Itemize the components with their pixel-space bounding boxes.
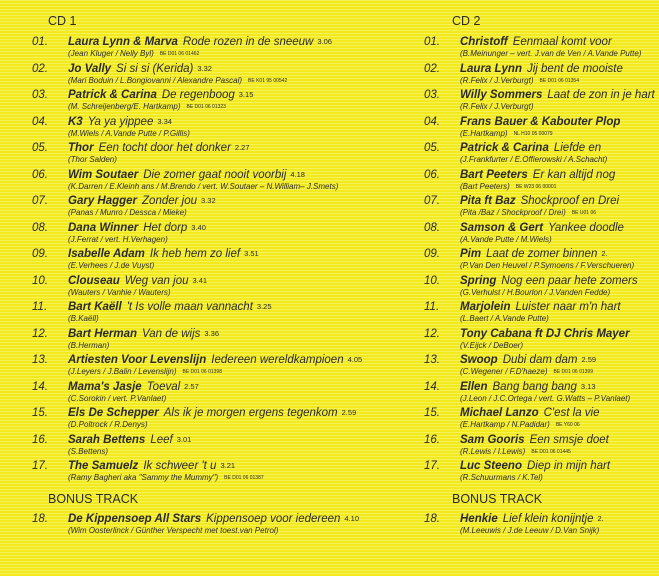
track-number: 05.	[424, 142, 440, 154]
track-number: 04.	[32, 115, 48, 128]
track-duration: 2.59	[581, 355, 597, 364]
track-title: Leef	[150, 433, 173, 446]
track-isrc-code: BE D01 06 01387	[224, 475, 264, 481]
track-entry	[32, 274, 207, 298]
track-credits: (D.Poltrock / R.Denys)	[68, 420, 148, 429]
track-title: Ya ya yippee	[87, 115, 154, 128]
track-entry	[32, 168, 344, 192]
track-duration: 4.05	[347, 355, 363, 364]
track-title: Bang bang bang	[492, 380, 577, 393]
track-credits-line	[32, 394, 199, 404]
track-credits: (G.Verhulst / H.Bourlon / J.Vanden Fedde)	[460, 287, 611, 297]
track-main-line	[32, 353, 362, 367]
track-credits-line	[32, 261, 259, 271]
track-credits-line	[32, 526, 359, 536]
track-artist: Pita ft Baz	[460, 195, 516, 207]
track-main-line	[32, 35, 332, 49]
track-artist: Patrick & Carina	[460, 142, 549, 154]
track-title: Als ik je morgen ergens tegenkom	[163, 407, 338, 419]
track-credits-line	[32, 314, 272, 324]
track-main-line	[424, 300, 625, 314]
track-credits-line	[424, 49, 647, 59]
track-duration: 2.27	[234, 143, 250, 152]
track-entry	[424, 300, 625, 324]
track-credits-line	[424, 394, 636, 404]
track-credits-line	[424, 76, 627, 86]
track-credits-line	[424, 235, 628, 245]
track-artist: Artiesten Voor Levenslijn	[68, 354, 207, 366]
track-artist: Tony Cabana ft DJ Chris Mayer	[460, 327, 630, 340]
track-credits-line	[424, 473, 614, 483]
track-entry	[424, 221, 628, 245]
track-entry	[32, 115, 196, 139]
track-main-line	[32, 168, 344, 182]
track-entry	[32, 353, 362, 377]
track-entry	[32, 62, 287, 86]
track-entry	[32, 141, 250, 165]
track-credits-line	[424, 526, 605, 536]
track-duration: 2.59	[341, 408, 357, 417]
track-title: Shockproof en Drei	[520, 195, 620, 207]
track-title: Diep in mijn hart	[526, 460, 611, 472]
track-duration: 3.15	[238, 90, 254, 99]
track-entry	[32, 406, 356, 430]
track-credits-line	[424, 261, 640, 271]
track-main-line	[424, 141, 613, 155]
track-number: 11.	[424, 301, 440, 313]
track-credits: (J.Ferrat / vert. H.Verhagen)	[68, 234, 168, 244]
track-duration: 3.13	[580, 381, 596, 391]
track-title: Ik heb hem zo lief	[149, 248, 241, 260]
track-artist: Luc Steeno	[460, 460, 522, 472]
track-credits: (V.Eijck / DeBoer)	[460, 340, 523, 350]
track-number: 13.	[32, 354, 48, 366]
track-entry	[424, 141, 613, 165]
track-entry	[424, 433, 613, 457]
track-number: 18.	[424, 513, 440, 525]
track-main-line	[32, 327, 219, 341]
track-duration: 3.36	[204, 328, 220, 338]
track-credits-line	[32, 341, 219, 351]
track-number: 10.	[424, 274, 440, 287]
track-entry	[32, 380, 199, 404]
track-number: 06.	[424, 168, 440, 181]
track-number: 01.	[32, 36, 48, 48]
track-artist: Michael Lanzo	[460, 407, 539, 419]
track-credits-line	[32, 76, 287, 86]
cd2-column	[418, 0, 655, 576]
track-number: 13.	[424, 354, 440, 366]
track-entry	[424, 88, 659, 112]
track-entry	[424, 35, 647, 59]
track-main-line	[424, 221, 628, 235]
track-credits-line	[424, 155, 613, 165]
track-number: 08.	[32, 221, 48, 234]
track-number: 02.	[32, 62, 48, 75]
track-duration: 3.40	[191, 222, 206, 232]
track-duration: 2.57	[184, 381, 199, 391]
track-main-line	[424, 274, 642, 288]
track-artist: Bart Kaëll	[68, 301, 122, 313]
track-artist: Bart Peeters	[460, 168, 528, 181]
track-credits-line	[424, 129, 629, 139]
track-title: Laat de zomer binnen	[486, 248, 598, 260]
track-artist: Jo Vally	[68, 62, 112, 75]
track-duration: 3.51	[244, 249, 259, 258]
track-title: Zonder jou	[142, 195, 198, 207]
track-artist: Spring	[460, 274, 497, 287]
track-credits: (R.Felix / J.Verburgt)	[460, 75, 534, 85]
track-credits: (Bart Peeters)	[460, 181, 510, 191]
track-credits: (B.Meinunger – vert. J.van de Ven / A.Vande Putte)	[460, 49, 642, 58]
track-number: 03.	[32, 89, 48, 101]
track-main-line	[424, 406, 604, 420]
track-entry	[32, 194, 216, 218]
track-title: Een tocht door het donker	[98, 142, 231, 154]
track-number: 07.	[32, 195, 48, 207]
track-title: Si si si (Kerida)	[116, 62, 194, 75]
track-credits: (Wim Oosterlinck / Günther Verspecht met toest.van Petrol)	[68, 526, 279, 535]
track-credits-line	[424, 367, 596, 377]
track-entry	[424, 459, 614, 483]
track-entry	[424, 247, 640, 271]
track-credits: (R.Lewis / I.Lewis)	[460, 446, 526, 456]
track-number: 15.	[424, 407, 440, 419]
track-title: Weg van jou	[124, 274, 189, 287]
track-entry	[32, 327, 219, 351]
track-main-line	[32, 406, 356, 420]
track-credits: (E.Verhees / J.de Vuyst)	[68, 261, 155, 270]
track-credits-line	[32, 49, 332, 59]
track-title: Jij bent de mooiste	[526, 62, 623, 75]
track-credits-line	[32, 288, 207, 298]
track-title: Toeval	[146, 380, 181, 393]
track-title: Het dorp	[143, 221, 188, 234]
track-isrc-code: BE W23 06 00001	[515, 183, 557, 190]
track-credits-line	[424, 208, 623, 218]
track-credits-line	[32, 208, 216, 218]
track-credits-line	[32, 182, 344, 192]
track-credits-line	[424, 447, 613, 457]
track-duration: 3.21	[220, 461, 236, 470]
track-credits: (J.Leon / J.C.Ortega / vert. G.Watts – P.Vanlaet)	[460, 393, 631, 403]
track-number: 17.	[32, 460, 48, 472]
track-isrc-code: BE D01 06 01462	[159, 51, 200, 57]
track-credits-line	[32, 235, 206, 245]
track-credits: (Wauters / Vanhie / Wauters)	[68, 287, 171, 297]
track-artist: Frans Bauer & Kabouter Plop	[460, 115, 621, 128]
track-number: 16.	[32, 433, 48, 446]
track-artist: Laura Lynn & Marva	[68, 36, 178, 48]
track-main-line	[32, 459, 264, 473]
track-number: 11.	[32, 301, 48, 313]
track-title: Dubi dam dam	[502, 354, 578, 366]
track-title: Yankee doodle	[548, 221, 624, 234]
track-duration: 3.32	[201, 196, 216, 205]
track-main-line	[32, 221, 206, 235]
track-credits: (Thor Salden)	[68, 155, 117, 164]
track-duration: 3.41	[192, 275, 208, 285]
track-duration: 3.25	[256, 302, 272, 311]
track-artist: Sam Gooris	[460, 433, 525, 446]
track-title: Die zomer gaat nooit voorbij	[143, 168, 287, 181]
track-isrc-code: BE D01 06 01445	[531, 448, 571, 455]
track-credits: (J.Frankfurter / E.Offierowski / A.Schacht)	[460, 155, 608, 164]
track-number: 17.	[424, 460, 440, 472]
track-credits: (M. Schreijenberg/E. Hartkamp)	[68, 102, 181, 111]
track-main-line	[32, 115, 196, 129]
track-artist: De Kippensoep All Stars	[68, 513, 202, 525]
track-main-line	[32, 62, 287, 76]
track-isrc-code: BE D01 06 01323	[186, 104, 226, 110]
track-main-line	[424, 115, 629, 129]
track-main-line	[424, 459, 614, 473]
track-credits: (E.Hartkamp)	[460, 128, 508, 138]
track-artist: Swoop	[460, 354, 498, 366]
track-main-line	[32, 247, 259, 261]
track-main-line	[32, 300, 272, 314]
track-entry	[424, 115, 629, 139]
track-number: 14.	[32, 380, 48, 393]
track-number: 09.	[424, 248, 440, 260]
track-title: De regenboog	[161, 89, 235, 101]
track-number: 18.	[32, 513, 48, 525]
track-credits: (A.Vande Putte / M.Wiels)	[460, 234, 552, 244]
track-isrc-code: BE Y60 06	[555, 422, 580, 428]
track-entry	[32, 221, 206, 245]
track-isrc-code: BE U01 06	[571, 210, 597, 216]
track-artist: Wim Soutaer	[68, 168, 139, 181]
track-artist: Henkie	[460, 513, 498, 525]
track-duration: 3.34	[157, 116, 172, 126]
track-duration: 4.10	[344, 514, 360, 523]
track-credits-line	[32, 447, 191, 457]
track-main-line	[32, 194, 216, 208]
track-credits: (Ramy Bagheri aka "Sammy the Mummy")	[68, 473, 219, 482]
cd1-heading: CD 1	[48, 14, 77, 28]
track-number: 12.	[424, 327, 440, 340]
track-main-line	[32, 512, 359, 526]
track-credits: (L.Baert / A.Vande Putte)	[460, 314, 549, 323]
track-artist: Patrick & Carina	[68, 89, 157, 101]
track-main-line	[424, 380, 636, 394]
track-number: 15.	[32, 407, 48, 419]
track-artist: Isabelle Adam	[68, 248, 145, 260]
track-artist: The Samuelz	[68, 460, 139, 472]
track-artist: Marjolein	[460, 301, 511, 313]
track-number: 12.	[32, 327, 48, 340]
track-title: Nog een paar hete zomers	[501, 274, 638, 287]
track-entry	[424, 512, 605, 536]
track-number: 09.	[32, 248, 48, 260]
track-credits-line	[32, 155, 250, 165]
track-artist: Laura Lynn	[460, 62, 522, 75]
track-artist: Els De Schepper	[68, 407, 159, 419]
track-credits: (S.Bettens)	[68, 446, 109, 456]
track-entry	[424, 62, 627, 86]
track-isrc-code: BE D01 06 01398	[182, 369, 222, 375]
track-title: 't Is volle maan vannacht	[126, 301, 253, 313]
track-artist: Pim	[460, 248, 482, 260]
track-title: Een smsje doet	[529, 433, 609, 446]
track-main-line	[424, 353, 596, 367]
track-credits-line	[424, 102, 659, 112]
track-credits-line	[32, 420, 356, 430]
track-main-line	[32, 433, 191, 447]
track-number: 02.	[424, 62, 440, 75]
track-credits: (Panas / Munro / Dessca / Mieke)	[68, 208, 187, 217]
track-artist: Willy Sommers	[460, 89, 543, 101]
track-title: C'est la vie	[543, 407, 600, 419]
track-entry	[32, 512, 359, 536]
track-entry	[32, 433, 191, 457]
track-entry	[424, 380, 636, 404]
track-main-line	[424, 512, 605, 526]
track-isrc-code: BE K01 95 00542	[248, 77, 288, 84]
track-entry	[32, 300, 272, 324]
track-credits: (R.Felix / J.Verburgt)	[460, 102, 534, 111]
track-main-line	[32, 88, 253, 102]
track-credits: (M.Wiels / A.Vande Putte / P.Gillis)	[68, 128, 190, 138]
track-number: 08.	[424, 221, 440, 234]
track-artist: Bart Herman	[68, 327, 138, 340]
track-duration: 4.18	[290, 169, 305, 179]
track-title: Ik schweer 't u	[143, 460, 217, 472]
track-title: Luister naar m'n hart	[515, 301, 621, 313]
track-credits-line	[424, 314, 625, 324]
track-main-line	[424, 327, 639, 341]
track-credits-line	[424, 420, 604, 430]
track-credits: (M.Leeuwis / J.de Leeuw / D.Van Snijk)	[460, 526, 600, 535]
track-credits: (C.Sorokin / vert. P.Vanlaet)	[68, 393, 167, 403]
track-artist: Sarah Bettens	[68, 433, 146, 446]
track-entry	[424, 168, 619, 192]
track-artist: Clouseau	[68, 274, 120, 287]
track-main-line	[424, 62, 627, 76]
track-artist: Samson & Gert	[460, 221, 544, 234]
track-entry	[32, 247, 259, 271]
track-duration: 3.06	[317, 37, 332, 46]
track-number: 03.	[424, 89, 440, 101]
track-isrc-code: BE D01 06 01354	[539, 77, 579, 84]
cd1-bonus-heading: BONUS TRACK	[48, 492, 139, 506]
track-main-line	[32, 274, 207, 288]
track-main-line	[424, 433, 613, 447]
track-duration: 2.	[597, 514, 604, 523]
track-credits-line	[32, 102, 253, 112]
track-credits-line	[424, 182, 619, 192]
track-artist: Christoff	[460, 36, 508, 48]
track-main-line	[424, 35, 647, 49]
track-number: 10.	[32, 274, 48, 287]
cd2-bonus-heading: BONUS TRACK	[452, 492, 543, 506]
track-entry	[424, 274, 642, 298]
track-duration: 3.32	[197, 63, 212, 73]
track-main-line	[424, 88, 659, 102]
track-title: Kippensoep voor iedereen	[206, 513, 341, 525]
track-credits: (P.Van Den Heuvel / P.Symoens / F.Verschueren)	[460, 261, 635, 270]
track-entry	[32, 88, 253, 112]
track-credits: (Pita /Baz / Shockproof / Drei)	[460, 208, 566, 217]
track-title: Liefde en	[553, 142, 602, 154]
track-number: 07.	[424, 195, 440, 207]
track-main-line	[32, 141, 250, 155]
track-title: Lief klein konijntje	[502, 513, 594, 525]
track-credits-line	[32, 473, 264, 483]
track-credits: (E.Hartkamp / N.Padidar)	[460, 420, 550, 429]
track-number: 06.	[32, 168, 48, 181]
track-artist: Mama's Jasje	[68, 380, 142, 393]
track-number: 05.	[32, 142, 48, 154]
track-artist: Dana Winner	[68, 221, 139, 234]
track-duration: 2.	[601, 249, 608, 258]
track-entry	[424, 353, 596, 377]
track-credits: (Mari Boduin / L.Bongiovanni / Alexandre Pascal)	[68, 75, 243, 85]
track-title: Rode rozen in de sneeuw	[182, 36, 314, 48]
track-title: Er kan altijd nog	[532, 168, 616, 181]
track-credits-line	[424, 341, 639, 351]
track-credits: (C.Wegener / F.D'haeze)	[460, 367, 548, 376]
track-number: 04.	[424, 115, 440, 128]
track-credits: (B.Kaëll)	[68, 314, 99, 323]
track-artist: K3	[68, 115, 83, 128]
track-credits: (B.Herman)	[68, 340, 110, 350]
track-credits: (J.Leyers / J.Balin / Levenslijn)	[68, 367, 177, 376]
track-main-line	[32, 380, 199, 394]
track-credits-line	[424, 288, 642, 298]
track-credits: (Jean Kluger / Nelly Byl)	[68, 49, 154, 58]
track-main-line	[424, 194, 623, 208]
track-isrc-code: NL H10 05 00079	[513, 130, 553, 137]
track-artist: Ellen	[460, 380, 488, 393]
track-entry	[424, 327, 639, 351]
track-entry	[424, 406, 604, 430]
track-title: Iedereen wereldkampioen	[211, 354, 344, 366]
track-entry	[32, 459, 264, 483]
cd2-heading: CD 2	[452, 14, 481, 28]
track-isrc-code: BE D01 06 01399	[553, 369, 593, 375]
track-number: 01.	[424, 36, 440, 48]
track-credits-line	[32, 367, 362, 377]
track-credits: (R.Schuurmans / K.Tel)	[460, 473, 543, 482]
track-main-line	[424, 168, 619, 182]
track-title: Van de wijs	[142, 327, 201, 340]
track-artist: Gary Hagger	[68, 195, 138, 207]
track-entry	[32, 35, 332, 59]
track-number: 16.	[424, 433, 440, 446]
track-title: Laat de zon in je hart	[547, 89, 655, 101]
track-entry	[424, 194, 623, 218]
track-title: Eenmaal komt voor	[512, 36, 612, 48]
track-credits: (K.Darren / E.Kleinh ans / M.Brendo / vert. W.Soutaer – N.William– J.Smets)	[68, 181, 339, 191]
track-number: 14.	[424, 380, 440, 393]
track-main-line	[424, 247, 640, 261]
track-duration: 3.01	[176, 434, 192, 444]
track-credits-line	[32, 129, 196, 139]
track-artist: Thor	[68, 142, 94, 154]
